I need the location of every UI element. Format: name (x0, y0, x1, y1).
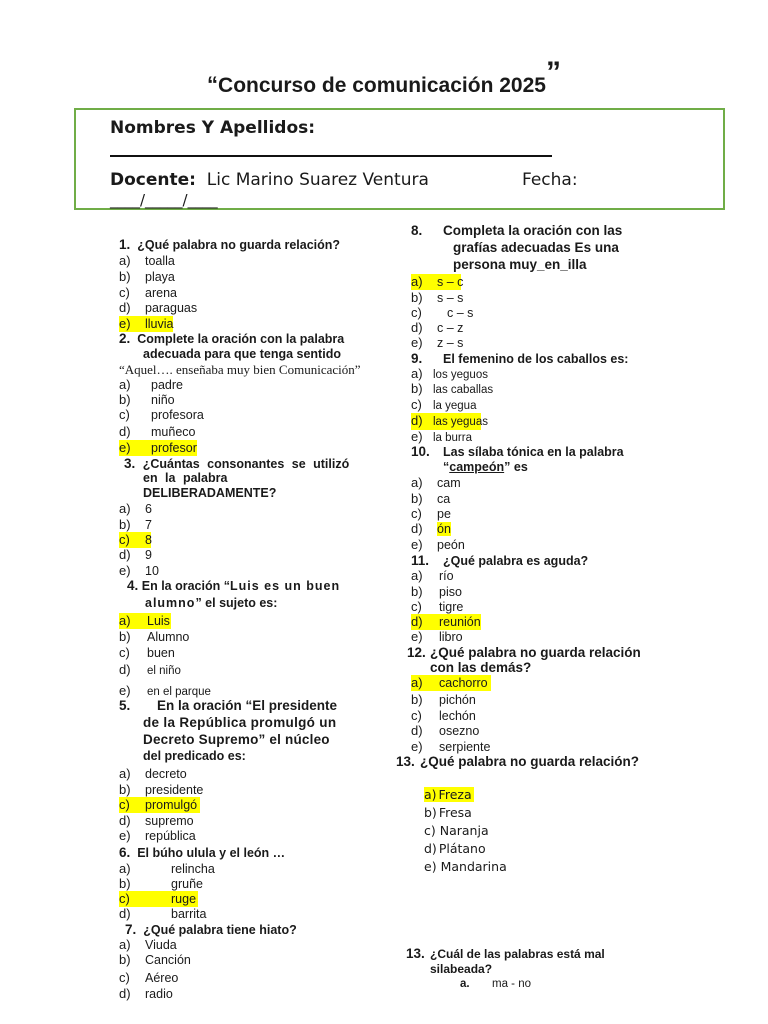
question-7: 7. ¿Qué palabra tiene hiato? (125, 922, 297, 937)
q13-option-c: c) Naranja (424, 823, 489, 838)
q13b-option-a: a. ma - no (460, 978, 531, 990)
q4-option-a-answer: a) Luis (119, 613, 170, 628)
date-blank: ____/_____/____ (110, 191, 218, 209)
q11-option-e: e) libro (411, 629, 463, 644)
q1-option-a: a) toalla (119, 253, 175, 268)
q5-option-b: b) presidente (119, 782, 204, 797)
q2-option-d: d) muñeco (119, 424, 196, 439)
teacher-name: Lic Marino Suarez Ventura (206, 170, 429, 190)
q13-option-e: e) Mandarina (424, 859, 507, 874)
q4-option-c: c) buen (119, 645, 175, 660)
q4-option-e: e) en el parque (119, 683, 211, 698)
q5-option-d: d) supremo (119, 813, 194, 828)
q1-option-c: c) arena (119, 285, 177, 300)
q7-option-a: a) Viuda (119, 937, 177, 952)
q4-option-d: d) el niño (119, 662, 181, 677)
q8-option-b: b) s – s (411, 290, 464, 305)
q10-option-b: b) ca (411, 491, 451, 506)
question-5-line2: de la República promulgó un (143, 715, 337, 730)
q9-option-e: e) la burra (411, 429, 472, 444)
page-title: “Concurso de comunicación 2025” (207, 56, 561, 97)
q5-option-e: e) república (119, 828, 196, 843)
q12-option-b: b) pichón (411, 692, 476, 707)
q5-option-c-answer: c) promulgó (119, 797, 200, 813)
q11-option-c: c) tigre (411, 599, 464, 614)
q7-option-c: c) Aéreo (119, 970, 179, 985)
q8-option-d: d) c – z (411, 320, 464, 335)
q10-option-c: c) pe (411, 506, 451, 521)
q8-option-e: e) z – s (411, 335, 464, 350)
question-11: 11. ¿Qué palabra es aguda? (411, 553, 589, 568)
q2-option-c: c) profesora (119, 407, 204, 422)
q3-option-e: e) 10 (119, 563, 159, 578)
teacher-row: Docente: Lic Marino Suarez Ventura (110, 170, 429, 190)
q10-option-a: a) cam (411, 475, 461, 490)
q11-option-d-answer: d) reunión (411, 614, 481, 629)
q8-option-a-answer: a) s – c (411, 274, 464, 289)
question-9: 9. El femenino de los caballos es: (411, 351, 629, 366)
q11-option-b: b) piso (411, 584, 462, 599)
names-line (110, 155, 552, 157)
q5-option-a: a) decreto (119, 766, 187, 781)
question-3-line3: DELIBERADAMENTE? (143, 486, 277, 500)
question-3-line2: en la palabra (143, 471, 228, 485)
question-8-line3: persona muy_en_illa (453, 257, 587, 272)
q1-option-e-answer: e) lluvia (119, 316, 174, 331)
q3-option-a: a) 6 (119, 501, 152, 516)
question-4: 4. En la oración “Luis es un buen (127, 578, 341, 593)
question-8: 8. Completa la oración con las (411, 223, 623, 238)
q13-option-a-answer: a) Freza (424, 787, 474, 802)
q3-option-b: b) 7 (119, 517, 152, 532)
question-5-line4: del predicado es: (143, 749, 246, 763)
question-12: 12. ¿Qué palabra no guarda relación (407, 645, 641, 660)
q9-option-a: a) los yeguos (411, 366, 488, 381)
q12-option-c: c) lechón (411, 708, 476, 723)
q3-option-d: d) 9 (119, 547, 152, 562)
q8-option-c: c) c – s (411, 305, 474, 320)
q2-option-e-answer: e) profesor (119, 440, 197, 455)
q1-option-b: b) playa (119, 269, 175, 284)
q1-option-d: d) paraguas (119, 300, 198, 315)
q4-option-b: b) Alumno (119, 629, 190, 644)
q2-option-a: a) padre (119, 377, 183, 392)
question-3: 3. ¿Cuántas consonantes se utilizó (124, 456, 350, 471)
q9-option-d-answer: d) las yeguas (411, 413, 488, 428)
q11-option-a: a) río (411, 568, 454, 583)
q12-option-a-answer: a) cachorro (411, 675, 491, 691)
question-12-line2: con las demás? (430, 660, 532, 675)
q12-option-e: e) serpiente (411, 739, 491, 754)
question-5-line3: Decreto Supremo” el núcleo (143, 732, 330, 747)
question-8-line2: grafías adecuadas Es una (453, 240, 619, 255)
question-2: 2. Complete la oración con la palabra (119, 331, 345, 346)
names-label: Nombres Y Apellidos: (110, 118, 316, 138)
q6-option-b: b) gruñe (119, 876, 203, 891)
question-10-line2: “campeón” es (443, 460, 528, 474)
q6-option-a: a) relincha (119, 861, 215, 876)
question-6: 6. El búho ulula y el león … (119, 845, 286, 860)
question-13b-line2: silabeada? (430, 962, 493, 976)
q3-option-c-answer: c) 8 (119, 532, 152, 547)
q6-option-d: d) barrita (119, 906, 207, 921)
q9-option-c: c) la yegua (411, 397, 477, 412)
q6-option-c-answer: c) ruge (119, 891, 197, 906)
question-13b: 13. ¿Cuál de las palabras está mal (406, 946, 605, 961)
question-2-line2: adecuada para que tenga sentido (143, 347, 341, 361)
q7-option-b: b) Canción (119, 952, 191, 967)
question-4-line2: alumno” el sujeto es: (145, 596, 278, 610)
q9-option-b: b) las caballas (411, 381, 494, 396)
q13-option-d: d) Plátano (424, 841, 486, 856)
question-13: 13. ¿Qué palabra no guarda relación? (396, 754, 640, 769)
q10-option-d-answer: d) ón (411, 521, 451, 536)
q10-option-e: e) peón (411, 537, 465, 552)
question-10: 10. Las sílaba tónica en la palabra (411, 444, 624, 459)
q7-option-d: d) radio (119, 986, 173, 1001)
date-label: Fecha: (522, 170, 578, 190)
question-1: 1. ¿Qué palabra no guarda relación? (119, 237, 341, 252)
q13-option-b: b) Fresa (424, 805, 472, 820)
question-2-sentence: “Aquel…. enseñaba muy bien Comunicación” (119, 362, 361, 377)
question-5: 5. En la oración “El presidente (119, 698, 338, 713)
q12-option-d: d) osezno (411, 723, 480, 738)
q2-option-b: b) niño (119, 392, 175, 407)
